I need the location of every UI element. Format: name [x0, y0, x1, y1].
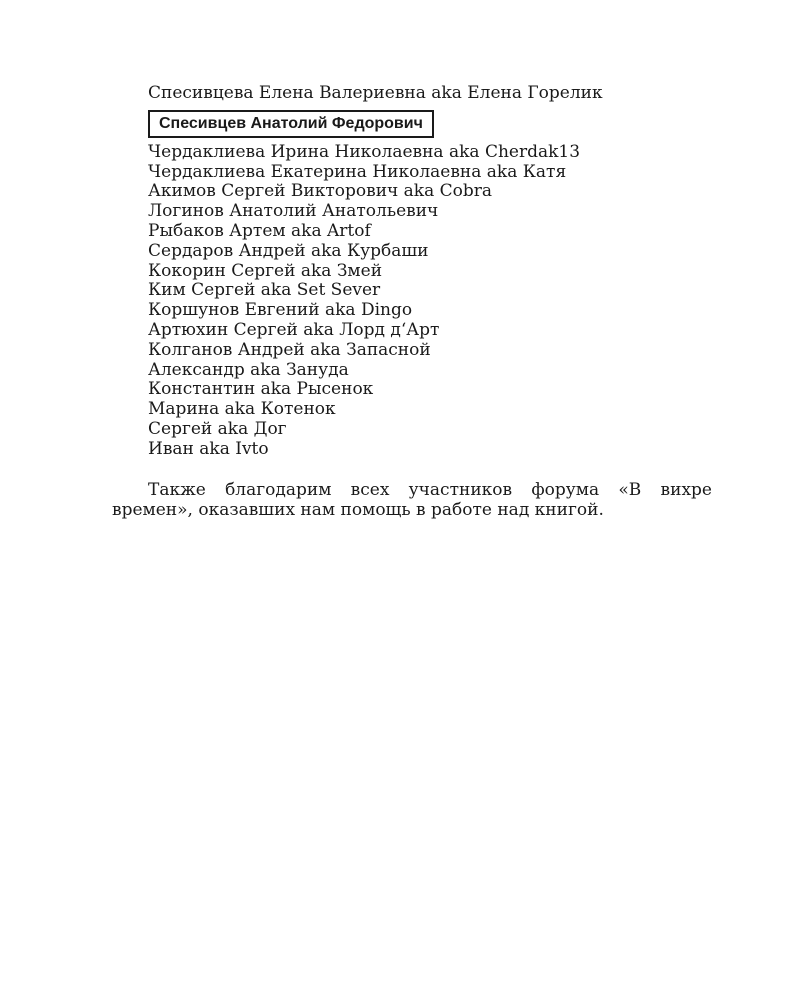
contributor-line: Коршунов Евгений aka Dingo [148, 300, 413, 321]
contributor-line: Акимов Сергей Викторович aka Cobra [148, 181, 493, 202]
contributor-line: Логинов Анатолий Анатольевич [148, 201, 439, 222]
contributor-line: Кокорин Сергей aka Змей [148, 260, 383, 281]
closing-paragraph: Также благодарим всех участников форума «В вихре времен», оказавших нам помощь в работе над книгой. [112, 479, 712, 520]
contributor-line: Сергей aka Дог [148, 418, 287, 439]
contributor-line: Александр aka Зануда [148, 359, 349, 380]
highlighted-name-box: Спесивцев Анатолий Федорович [148, 110, 434, 138]
contributor-line: Колганов Андрей aka Запасной [148, 339, 431, 360]
contributor-line: Константин aka Рысенок [148, 379, 374, 400]
contributor-line: Чердаклиева Екатерина Николаевна aka Катя [148, 161, 567, 182]
acknowledgements-block [112, 84, 712, 537]
contributor-line: Ким Сергей aka Set Sever [148, 280, 381, 301]
contributor-line: Марина aka Котенок [148, 399, 336, 420]
contributor-line: Рыбаков Артем aka Artof [148, 220, 371, 241]
contributor-list [112, 143, 712, 460]
contributor-line: Иван aka Ivto [148, 438, 269, 459]
contributor-line: Чердаклиева Ирина Николаевна aka Cherdak13 [148, 141, 581, 162]
contributor-line: Сердаров Андрей aka Курбаши [148, 240, 429, 261]
highlighted-name-wrapper [112, 110, 712, 138]
contributor-line: Артюхин Сергей aka Лорд д‘Арт [148, 319, 440, 340]
contributor-line: Спесивцева Елена Валериевна aka Елена Горелик [148, 83, 603, 103]
